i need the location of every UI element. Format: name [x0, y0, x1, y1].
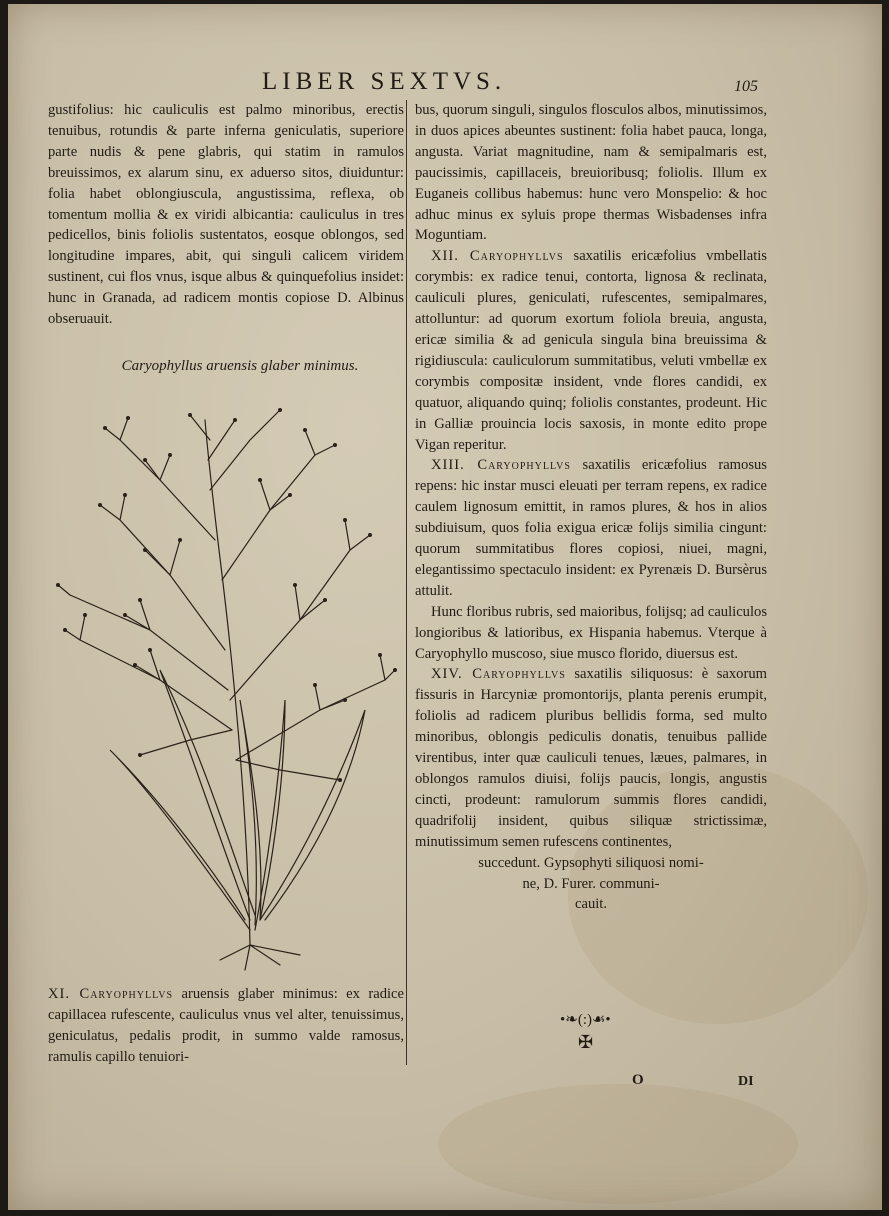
figure-caption: Caryophyllus aruensis glaber minimus. [121, 358, 359, 374]
entry-text: saxatilis siliquosus: è saxorum fissuris in Harcyniæ promontorijs, planta perenis erumpit, foliolis ad radicem pluribus bellidis forma, sed multo minoribus, oblongis pediculis donatis, tenuibus pallide virentibus, inter quæ cauliculi tenues, læues, palmares, in oblongos ramulos diuisi, folijs paucis, longis, angustis cincti, prodeunt: ramulorum summis flores candidi, quadrifolij insident, quibus siliquæ strictissimæ, minutissimum semen rufescens continentes, [415, 666, 767, 850]
entry-xii [415, 246, 767, 455]
entry-lead: XI. Caryophyllvs [48, 986, 174, 1002]
left-column-top [48, 100, 404, 330]
fleuron-ornament: •❧(:)☙• [560, 1012, 611, 1028]
entry-xiii [415, 455, 767, 601]
column-divider [406, 100, 407, 1065]
entry-text: saxatilis ericæfolius vmbellatis corymbis: ex radice tenui, contorta, lignosa & reclinata, cauliculi plures, geniculati, rufescentes, semipalmares, attolluntur: ad quorum exortum foliola breuia, angusta, ericæ similia & ad genicula singula bina breuissima & rigidiuscula: cauliculorum summitatibus, veluti vmbellæ ex corymbis compositæ insident, vnde flores candidi, ex quatuor, aliquando quinq; foliolis constantes, prodeunt. Hic in Galliæ prouincia locis saxosis, in monte edito prope Vigan reperitur. [415, 248, 767, 453]
entry-text: aruensis glaber minimus: ex radice capillacea rufescente, cauliculus vnus vel alter, tenuissimus, geniculatus, pedalis prodit, in summo valde ramosus, ramulis capillo tenuiori- [48, 986, 404, 1065]
entry-lead: XIII. Caryophyllvs [431, 457, 571, 474]
text-line: cauit. [574, 896, 607, 913]
cross-ornament: ✠ [578, 1032, 594, 1052]
paper-stain [438, 1084, 798, 1204]
running-head: LIBER SEXTVS. [262, 68, 507, 95]
entry-text: saxatilis ericæfolius ramosus repens: hic instar musci eleuati per terram repens, ex radice caulem lignosum emittit, in ramos plures, & hos in alios subdiuisum, quos folia exigua ericæ folijs similia cingunt: quorum summitatibus flores copiosi, niuei, magni, elegantissimo spectaculo insident: ex Pyrenæis D. Bursèrus attulit. [415, 457, 767, 599]
entry-lead: XII. Caryophyllvs [431, 248, 564, 265]
text-paragraph: Hunc floribus rubris, sed maioribus, folijsq; ad cauliculos longioribus & latioribus, ex Hispania habemus. Vterque à Caryophyllo muscoso, siue musco florido, diuersus est. [415, 603, 768, 662]
right-column [415, 100, 767, 915]
signature-mark: O [632, 1072, 644, 1088]
text-paragraph: gustifolius: hic cauliculis est palmo minoribus, erectis tenuibus, rotundis & parte inferna geniculatis, superiore parte nudis & pene glabris, qui statim in ramulos breuissimos, ex alarum sinu, ex aduerso sitos, diuiduntur: folia habet oblongiuscula, angustissima, reflexa, ob tomentum mollia & ex viridi albicantia: cauliculus in tres pedicellos, binis foliolis sustentatos, eosque oblongos, sed longitudine impares, abit, qui singuli calicem viridem sustinent, cui flos vnus, isque albus & quinquefolius insidet: hunc in Granada, ad radicem montis copiose D. Albinus obseruauit. [48, 102, 404, 328]
folio-number: 105 [734, 78, 758, 95]
left-column-bottom [48, 984, 404, 1068]
catchword: DI [738, 1074, 754, 1089]
plant-woodcut-illustration [50, 400, 400, 975]
entry-xi [48, 984, 404, 1068]
entry-xiv [415, 664, 767, 852]
text-line: succedunt. Gypsophyti siliquosi nomi- [478, 854, 704, 871]
text-line: ne, D. Furer. communi- [522, 875, 660, 892]
text-paragraph: bus, quorum singuli, singulos flosculos albos, minutissimos, in duos apices abeuntes sustinent: folia habet pauca, longa, angusta. Variat magnitudine, nam & semipalmaris est, paucissimis, capillaceis, breuioribusq; foliolis. Illum ex Euganeis collibus habemus: hunc vero Monspelio: & hoc adhuc minus ex syluis prope thermas Wisbadenses infra Moguntiam. [415, 102, 767, 244]
entry-lead: XIV. Caryophyllvs [431, 666, 566, 683]
